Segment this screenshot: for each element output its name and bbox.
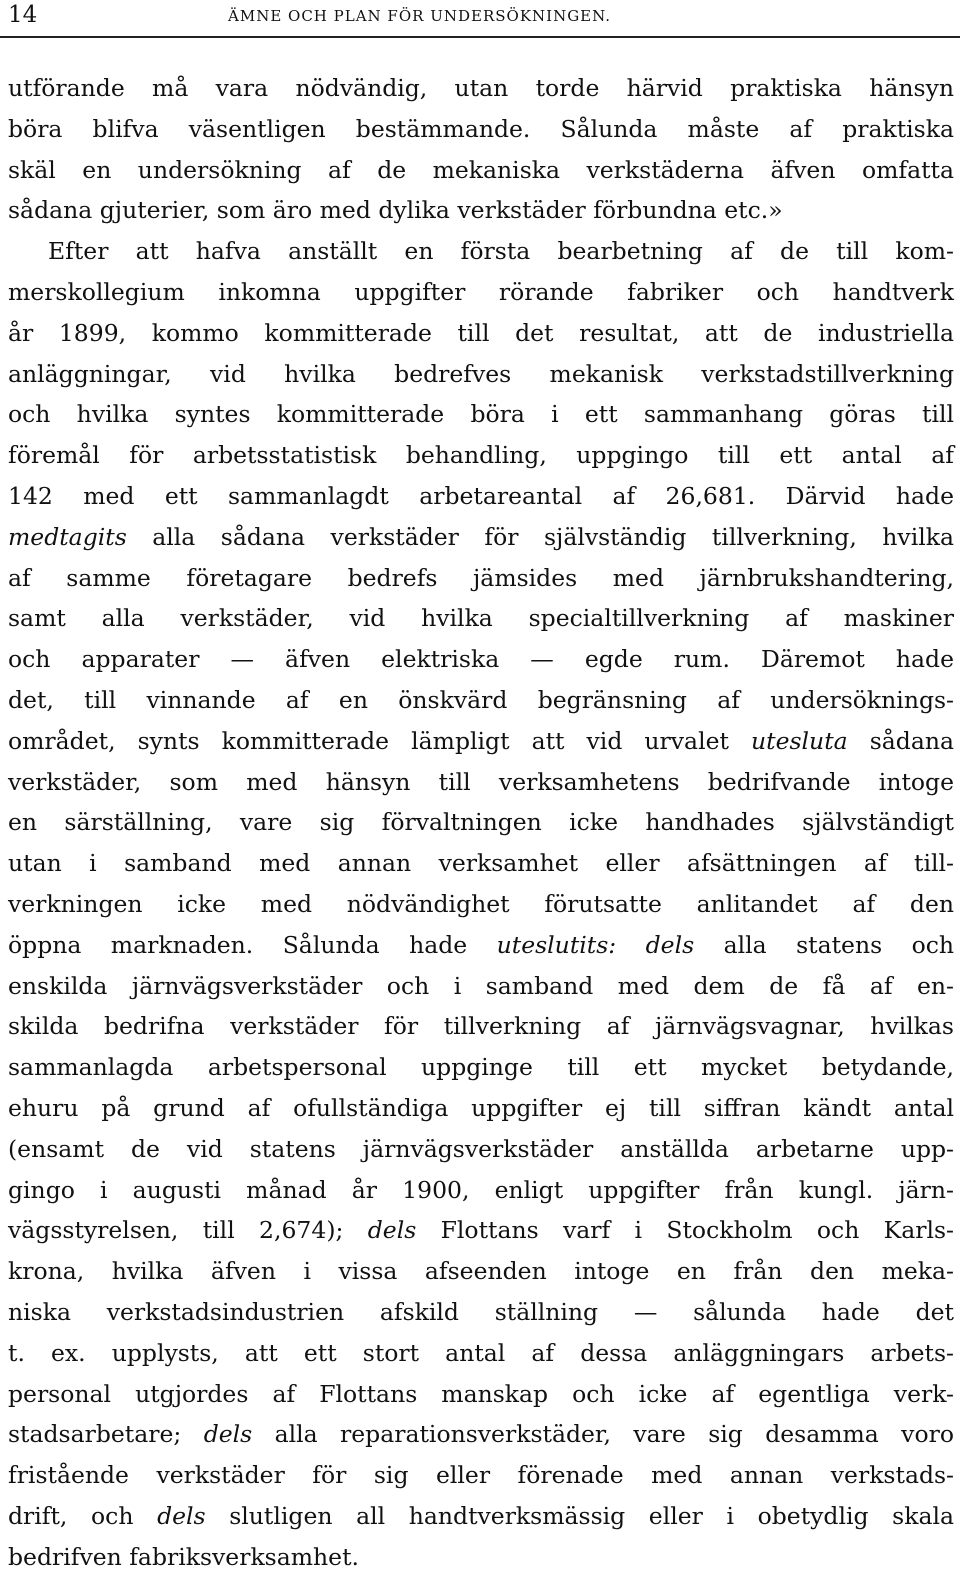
text-segment: det, till vinnande af en önskvärd begränsning af undersöknings- — [8, 685, 954, 714]
text-line — [8, 802, 954, 843]
text-segment: enskilda järnvägsverkstäder och i samband med dem de få af en- — [8, 971, 954, 1000]
text-segment: bedrifven fabriksverksamhet. — [8, 1542, 359, 1571]
italic-text: dels — [157, 1501, 206, 1530]
text-segment: en särställning, vare sig förvaltningen icke handhades självständigt — [8, 808, 954, 837]
italic-text: utesluta — [751, 726, 848, 755]
text-line — [8, 231, 954, 272]
text-segment: Flottans varf i Stockholm och Karls- — [416, 1216, 954, 1245]
text-line — [8, 1414, 954, 1455]
text-segment: slutligen all handtverksmässig eller i obetydlig skala — [205, 1501, 954, 1530]
text-segment: t. ex. upplysts, att ett stort antal af dessa anläggningars arbets- — [8, 1338, 954, 1367]
text-segment: sådana — [847, 726, 954, 755]
text-line — [8, 843, 954, 884]
text-line — [8, 354, 954, 395]
text-segment: samt alla verkstäder, vid hvilka specialtillverkning af maskiner — [8, 604, 954, 633]
text-line — [8, 1251, 954, 1292]
text-line — [8, 517, 954, 558]
text-line — [8, 598, 954, 639]
text-segment: stadsarbetare; — [8, 1420, 204, 1449]
text-line — [8, 68, 954, 109]
text-segment: (ensamt de vid statens järnvägsverkstäder anställda arbetarne upp- — [8, 1134, 954, 1163]
text-segment: verkstäder, som med hänsyn till verksamhetens bedrifvande intoge — [8, 767, 954, 796]
text-segment: drift, och — [8, 1501, 158, 1530]
text-line — [8, 394, 954, 435]
italic-text: dels — [367, 1216, 417, 1245]
italic-text: uteslutits: dels — [496, 930, 695, 959]
text-segment: fristående verkstäder för sig eller förenade med annan verkstads- — [8, 1461, 954, 1490]
text-line — [8, 639, 954, 680]
text-line — [8, 272, 954, 313]
text-line — [8, 1006, 954, 1047]
text-line — [8, 1129, 954, 1170]
text-line — [8, 1292, 954, 1333]
italic-text: medtagits — [8, 522, 127, 551]
text-line — [8, 1455, 954, 1496]
text-segment: alla sådana verkstäder för självständig tillverkning, hvilka — [126, 522, 954, 551]
text-segment: krona, hvilka äfven i vissa afseenden intoge en från den meka- — [8, 1257, 954, 1286]
text-segment: och apparater — äfven elektriska — egde rum. Däremot hade — [8, 645, 954, 674]
text-segment: utan i samband med annan verksamhet eller afsättningen af till- — [8, 849, 954, 878]
text-line — [8, 966, 954, 1007]
text-segment: ehuru på grund af ofullständiga uppgifter ej till siffran kändt antal — [8, 1093, 954, 1122]
text-segment: af samme företagare bedrefs jämsides med järnbrukshandtering, — [8, 563, 954, 592]
text-line — [8, 1047, 954, 1088]
text-segment: föremål för arbetsstatistisk behandling, uppgingo till ett antal af — [8, 441, 954, 470]
text-line — [8, 1537, 954, 1577]
text-segment: öppna marknaden. Sålunda hade — [8, 930, 497, 959]
header-rule — [0, 36, 960, 38]
text-segment: anläggningar, vid hvilka bedrefves mekanisk verkstadstillverkning — [8, 359, 954, 388]
text-line — [8, 1210, 954, 1251]
text-segment: utförande må vara nödvändig, utan torde härvid praktiska hänsyn — [8, 74, 954, 102]
text-segment: niska verkstadsindustrien afskild ställning — sålunda hade det — [8, 1297, 954, 1326]
text-segment: merskollegium inkomna uppgifter rörande fabriker och handtverk — [8, 277, 954, 306]
text-line — [8, 313, 954, 354]
text-line — [8, 1088, 954, 1129]
text-line — [8, 680, 954, 721]
text-line — [8, 476, 954, 517]
text-segment: vägsstyrelsen, till 2,674); — [8, 1216, 368, 1245]
body-text — [8, 68, 954, 1577]
text-segment: år 1899, kommo kommitterade till det resultat, att de industriella — [8, 318, 954, 347]
text-segment: skäl en undersökning af de mekaniska verkstäderna äfven omfatta — [8, 155, 954, 184]
text-segment: böra blifva väsentligen bestämmande. Sålunda måste af praktiska — [8, 114, 954, 143]
text-segment: alla reparationsverkstäder, vare sig desamma voro — [252, 1420, 954, 1449]
text-segment: sammanlagda arbetspersonal uppginge till ett mycket betydande, — [8, 1053, 954, 1082]
text-segment: området, synts kommitterade lämpligt att vid urvalet — [8, 726, 751, 755]
text-line — [8, 109, 954, 150]
text-line — [8, 925, 954, 966]
text-line — [8, 190, 954, 231]
text-segment: Efter att hafva anställt en första bearbetning af de till kom- — [48, 237, 954, 266]
page-number: 14 — [8, 2, 38, 28]
text-line — [8, 1374, 954, 1415]
text-line — [8, 150, 954, 191]
text-segment: verkningen icke med nödvändighet förutsatte anlitandet af den — [8, 889, 954, 918]
text-line — [8, 1496, 954, 1537]
text-segment: skilda bedrifna verkstäder för tillverkning af järnvägsvagnar, hvilkas — [8, 1012, 954, 1041]
text-line — [8, 884, 954, 925]
running-title: ÄMNE OCH PLAN FÖR UNDERSÖKNINGEN. — [228, 7, 612, 25]
text-line — [8, 1170, 954, 1211]
text-line — [8, 1333, 954, 1374]
text-line — [8, 721, 954, 762]
text-segment: gingo i augusti månad år 1900, enligt uppgifter från kungl. järn- — [8, 1175, 954, 1204]
text-line — [8, 435, 954, 476]
page-header — [0, 0, 960, 44]
text-segment: alla statens och — [694, 930, 955, 959]
text-line — [8, 762, 954, 803]
text-segment: personal utgjordes af Flottans manskap och icke af egentliga verk- — [8, 1379, 954, 1408]
text-segment: och hvilka syntes kommitterade böra i ett sammanhang göras till — [8, 400, 954, 429]
text-segment: 142 med ett sammanlagdt arbetareantal af 26,681. Därvid hade — [8, 481, 954, 510]
text-segment: sådana gjuterier, som äro med dylika verkstäder förbundna etc.» — [8, 196, 783, 225]
text-line — [8, 558, 954, 599]
italic-text: dels — [203, 1420, 253, 1449]
